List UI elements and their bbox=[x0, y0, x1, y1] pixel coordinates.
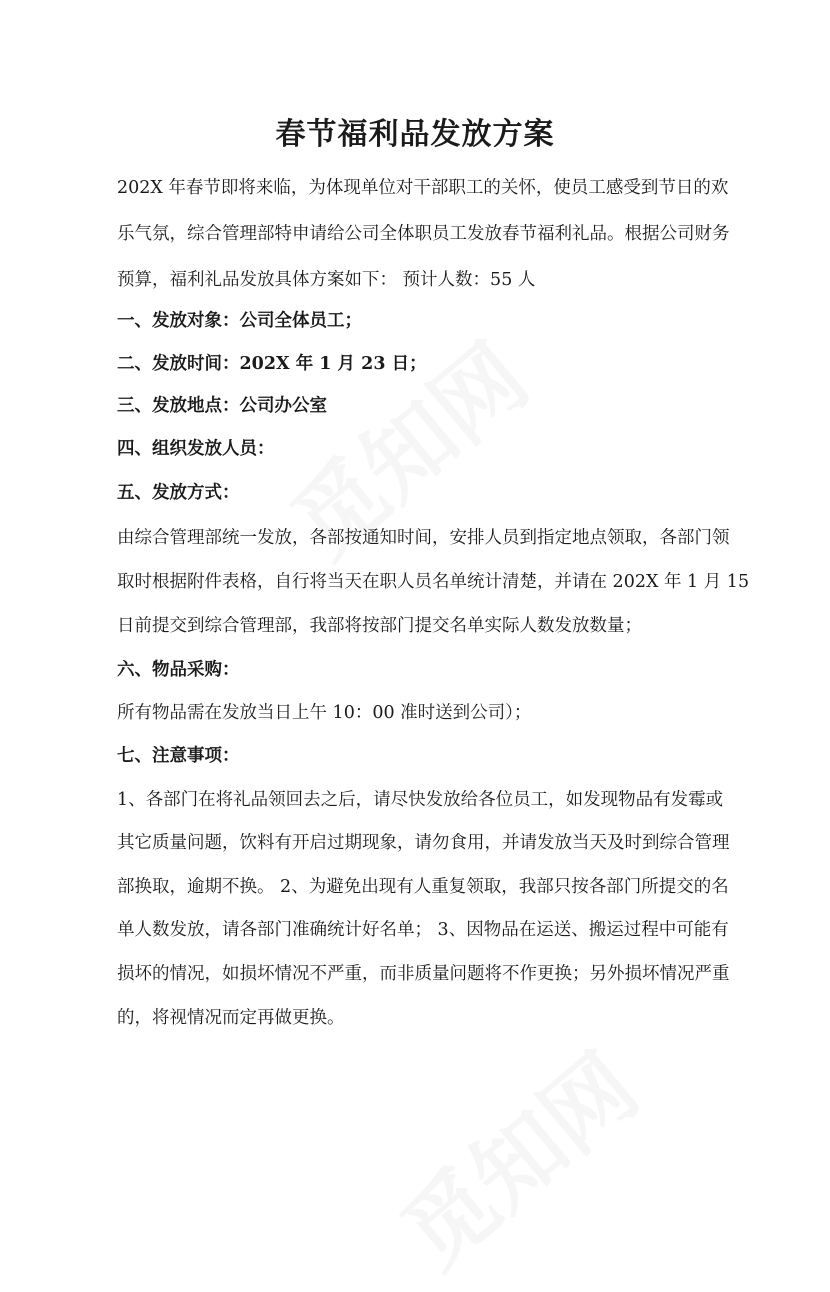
method-line: 取时根据附件表格，自行将当天在职人员名单统计清楚，并请在 202X 年 1 月 15 bbox=[117, 572, 750, 592]
document-title: 春节福利品发放方案 bbox=[275, 117, 555, 152]
intro-line: 乐气氛，综合管理部特申请给公司全体职员工发放春节福利礼品。根据公司财务 bbox=[117, 224, 730, 244]
method-line: 日前提交到综合管理部，我部将按部门提交名单实际人数发放数量； bbox=[117, 616, 642, 636]
heading-staff: 四、组织发放人员： bbox=[117, 439, 275, 459]
notes-line: 其它质量问题，饮料有开启过期现象，请勿食用，并请发放当天及时到综合管理 bbox=[117, 833, 730, 853]
heading-location: 三、发放地点：公司办公室 bbox=[117, 396, 327, 416]
notes-line: 单人数发放，请各部门准确统计好名单； 3、因物品在运送、搬运过程中可能有 bbox=[117, 920, 729, 940]
heading-time: 二、发放时间：202X 年 1 月 23 日； bbox=[117, 354, 427, 374]
heading-method: 五、发放方式： bbox=[117, 483, 240, 503]
purchase-line: 所有物品需在发放当日上午 10：00 准时送到公司）； bbox=[117, 703, 532, 723]
notes-line: 的，将视情况而定再做更换。 bbox=[117, 1008, 345, 1028]
notes-line: 损坏的情况，如损坏情况不严重，而非质量问题将不作更换；另外损坏情况严重 bbox=[117, 964, 730, 984]
heading-target: 一、发放对象：公司全体员工； bbox=[117, 311, 362, 331]
intro-line: 预算，福利礼品发放具体方案如下： 预计人数：55 人 bbox=[117, 270, 536, 290]
heading-notes: 七、注意事项： bbox=[117, 746, 240, 766]
method-line: 由综合管理部统一发放，各部按通知时间，安排人员到指定地点领取，各部门领 bbox=[117, 528, 730, 548]
notes-line: 部换取，逾期不换。 2、为避免出现有人重复领取，我部只按各部门所提交的名 bbox=[117, 877, 729, 897]
intro-line: 202X 年春节即将来临，为体现单位对干部职工的关怀，使员工感受到节日的欢 bbox=[117, 178, 729, 198]
watermark bbox=[370, 1018, 660, 1291]
heading-purchase: 六、物品采购： bbox=[117, 660, 240, 680]
notes-line: 1、各部门在将礼品领回去之后，请尽快发放给各位员工，如发现物品有发霉或 bbox=[117, 790, 724, 810]
